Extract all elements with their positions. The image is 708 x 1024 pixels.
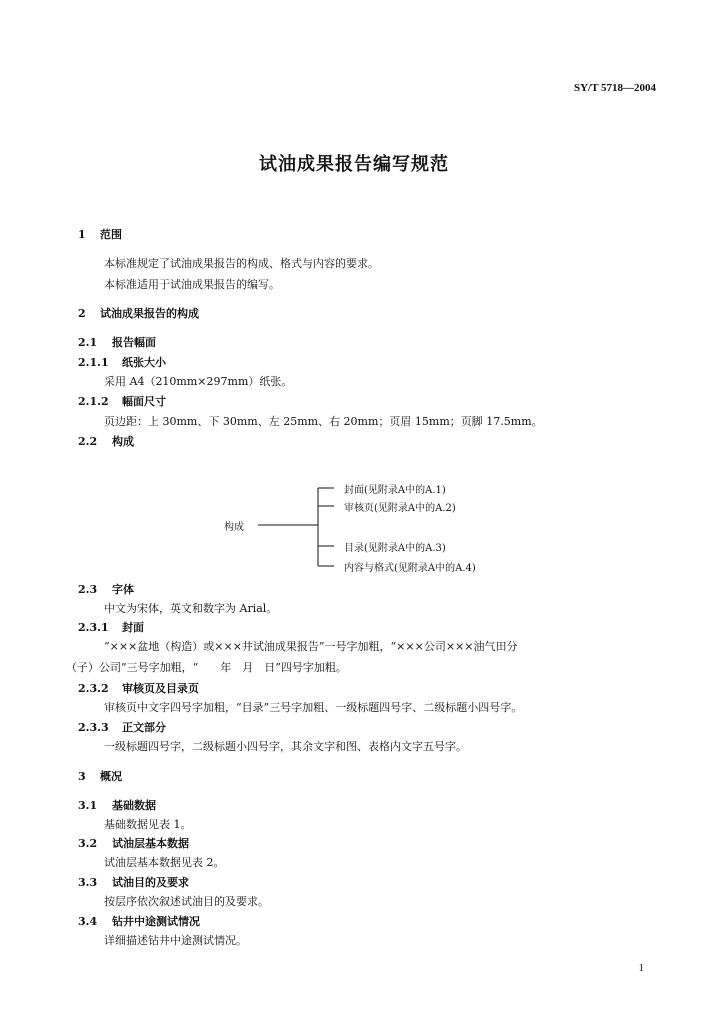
section-3-1-text: 基础数据见表 1。 (104, 818, 192, 831)
section-3-3-heading (78, 874, 189, 890)
section-3-4-heading (78, 913, 200, 929)
section-title: 审核页及目录页 (122, 682, 199, 695)
section-title: 正文部分 (122, 721, 166, 734)
section-2-3-text: 中文为宋体，英文和数字为 Arial。 (104, 602, 278, 615)
section-title: 试油目的及要求 (112, 876, 189, 889)
section-3-2-text: 试油层基本数据见表 2。 (104, 856, 225, 869)
section-1-paragraph-1: 本标准规定了试油成果报告的构成、格式与内容的要求。 (104, 257, 379, 270)
section-title: 试油层基本数据 (112, 837, 189, 850)
section-title: 构成 (112, 435, 134, 448)
section-2-1-2-text: 页边距：上 30mm、下 30mm、左 25mm、右 20mm；页眉 15mm；页脚 17.5mm。 (104, 415, 543, 428)
section-number: 2.1 (78, 336, 98, 349)
section-number: 3 (78, 770, 86, 783)
diagram-item-cover: 封面(见附录A中的A.1) (344, 485, 446, 496)
section-2-3-1-heading (78, 619, 144, 635)
section-title: 钻井中途测试情况 (112, 915, 200, 928)
standard-code: SY/T 5718—2004 (573, 82, 656, 94)
section-number: 2.3 (78, 583, 98, 596)
page-number: 1 (638, 962, 644, 974)
section-3-4-text: 详细描述钻井中途测试情况。 (104, 934, 247, 947)
section-3-3-text: 按层序依次叙述试油目的及要求。 (104, 895, 269, 908)
section-title: 幅面尺寸 (122, 395, 166, 408)
section-title: 基础数据 (112, 799, 156, 812)
section-2-3-2-text: 审核页中文字四号字加粗，“目录”三号字加粗、一级标题四号字、二级标题小四号字。 (104, 701, 523, 714)
section-number: 2.3.3 (78, 721, 109, 734)
section-number: 2.3.2 (78, 682, 109, 695)
section-2-3-1-text-line-1: “×××盆地（构造）或×××井试油成果报告”一号字加粗，“×××公司×××油气田分 (104, 640, 518, 653)
section-number: 1 (78, 228, 86, 241)
section-number: 3.2 (78, 837, 98, 850)
section-2-1-1-text: 采用 A4（210mm×297mm）纸张。 (104, 375, 293, 388)
document-title: 试油成果报告编写规范 (259, 154, 449, 175)
diagram-item-contents: 目录(见附录A中的A.3) (344, 543, 446, 554)
section-number: 2.1.2 (78, 395, 109, 408)
section-number: 3.4 (78, 915, 98, 928)
section-title: 纸张大小 (122, 356, 166, 369)
section-number: 3.3 (78, 876, 98, 889)
section-title: 封面 (122, 621, 144, 634)
section-title: 报告幅面 (112, 336, 156, 349)
section-title: 范围 (100, 228, 122, 241)
section-number: 2.3.1 (78, 621, 109, 634)
section-3-2-heading (78, 835, 189, 851)
section-title: 字体 (112, 583, 134, 596)
section-2-3-3-heading (78, 719, 166, 735)
section-3-1-heading (78, 797, 156, 813)
section-number: 2.2 (78, 435, 98, 448)
section-number: 2.1.1 (78, 356, 109, 369)
section-title: 概况 (100, 770, 122, 783)
section-2-3-2-heading (78, 680, 199, 696)
section-title: 试油成果报告的构成 (100, 307, 199, 320)
section-2-3-1-text-line-2: （子）公司”三号字加粗，“ 年 月 日”四号字加粗。 (66, 661, 347, 674)
section-number: 2 (78, 307, 86, 320)
section-2-3-heading (78, 581, 134, 597)
section-2-3-3-text: 一级标题四号字，二级标题小四号字，其余文字和图、表格内文字五号字。 (104, 740, 467, 753)
section-1-paragraph-2: 本标准适用于试油成果报告的编写。 (104, 278, 280, 291)
diagram-item-content-format: 内容与格式(见附录A中的A.4) (344, 563, 476, 574)
diagram-root-label: 构成 (224, 522, 244, 533)
diagram-item-review-page: 审核页(见附录A中的A.2) (344, 503, 456, 514)
section-3-heading (78, 768, 122, 784)
section-number: 3.1 (78, 799, 98, 812)
